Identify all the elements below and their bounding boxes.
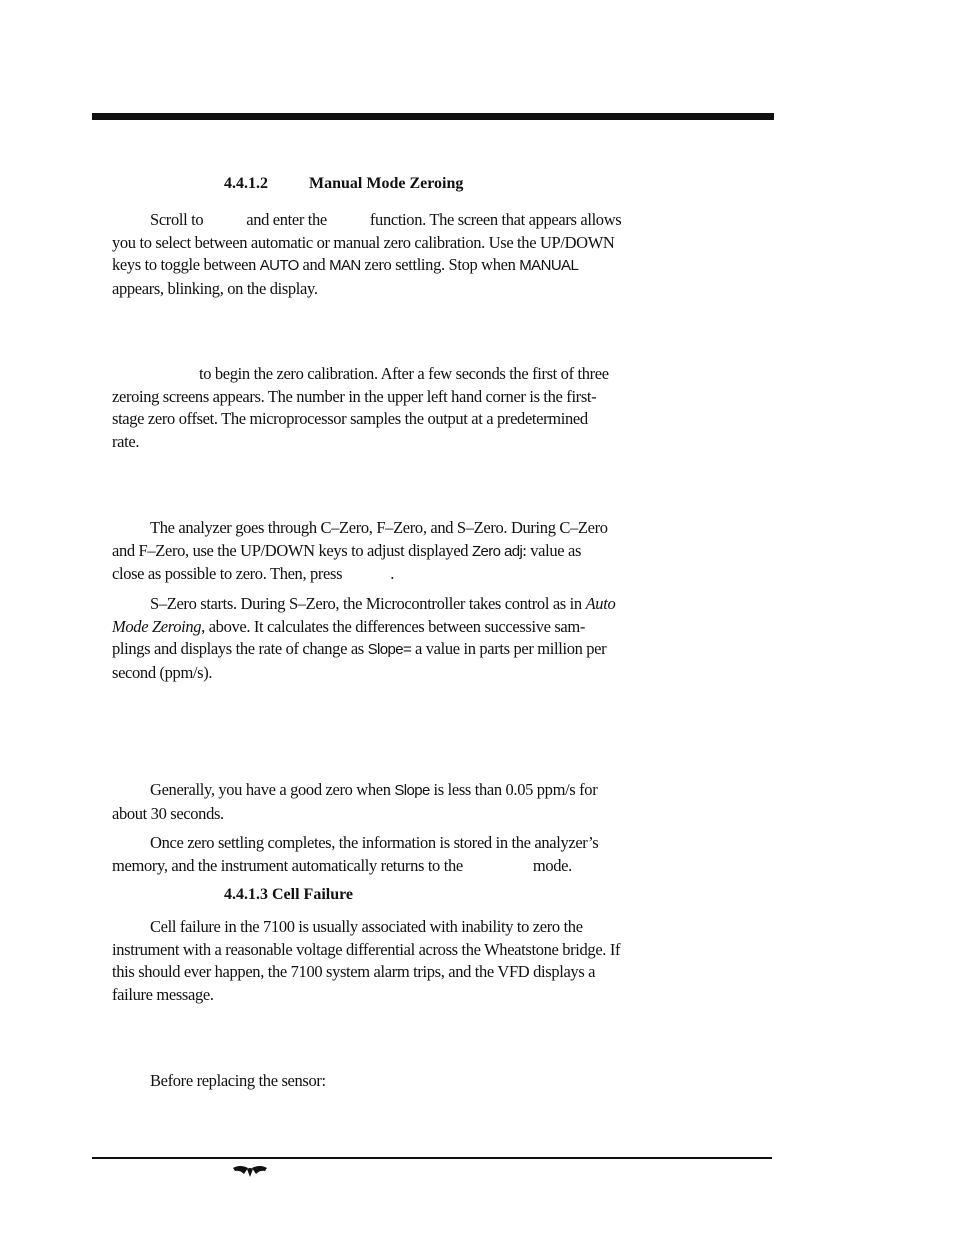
text-line: to begin the zero calibration. After a few seconds the first of three [199,364,609,383]
text: and F–Zero, use the UP/DOWN keys to adjust displayed [112,540,469,560]
text-line: about 30 seconds. [112,803,224,823]
text-italic: Mode Zeroing [112,616,202,636]
section-title: Manual Mode Zeroing [309,175,464,192]
text-line: instrument with a reasonable voltage differential across the Wheatstone bridge. If [112,939,621,959]
text-line: rate. [112,431,140,451]
section-heading-cell-failure [224,886,353,904]
text-line: appears, blinking, on the display. [112,278,318,298]
text: and [302,255,326,275]
display-text-zero-adj: Zero adj [471,542,523,560]
text-line: failure message. [112,984,214,1004]
text-line: The analyzer goes through C–Zero, F–Zero, and S–Zero. During C–Zero [150,518,608,537]
text: . [390,564,394,584]
paragraph-scroll-to [112,209,682,300]
text: function. The screen that appears allows [369,210,622,229]
text: memory, and the instrument automatically returns to the [112,855,463,875]
text-line: Cell failure in the 7100 is usually associated with inability to zero the [150,917,583,936]
display-text-slope: Slope= [367,641,412,659]
paragraph-c-f-zero [112,517,682,586]
text: Scroll to [150,210,204,229]
text-line: Once zero settling completes, the information is stored in the analyzer’s [150,833,599,852]
text: is less than 0.05 ppm/s for [433,780,598,799]
text: , above. It calculates the differences between successive sam- [201,616,586,636]
section-number: 4.4.1.3 [224,886,268,903]
paragraph-good-zero [112,779,682,825]
display-text-manual: MANUAL [519,257,579,275]
section-title: Cell Failure [272,886,354,903]
paragraph-begin-zero [112,363,682,453]
text-line: this should ever happen, the 7100 system alarm trips, and the VFD displays a [112,962,596,982]
section-number: 4.4.1.2 [224,175,268,192]
paragraph-settling-completes [112,832,682,877]
text-italic: Auto [585,594,616,613]
text-line: Before replacing the sensor: [150,1071,326,1090]
paragraph-s-zero [112,593,682,684]
text-line: you to select between automatic or manual zero calibration. Use the UP/DOWN [112,232,615,252]
text: zero settling. Stop when [364,255,516,275]
section-heading-manual-zero [224,175,463,193]
text: a value in parts per million per [414,639,607,659]
footer-rule [92,1157,772,1159]
paragraph-before-replacing [112,1070,682,1093]
display-text-man: MAN [329,257,361,275]
text: : value as [522,540,582,560]
text: keys to toggle between [112,255,256,275]
text: plings and displays the rate of change as [112,639,364,659]
text: and enter the [246,210,327,229]
display-text-auto: AUTO [259,257,299,275]
text-line: second (ppm/s). [112,662,213,682]
company-logo-icon [232,1162,268,1180]
text: close as possible to zero. Then, press [112,564,343,584]
text: mode. [532,855,572,875]
header-rule [92,113,774,120]
text-line: zeroing screens appears. The number in the upper left hand corner is the first- [112,386,597,406]
text-line: stage zero offset. The microprocessor samples the output at a predetermined [112,409,588,429]
text: Generally, you have a good zero when [150,780,391,799]
text: S–Zero starts. During S–Zero, the Microcontroller takes control as in [150,594,582,613]
display-text-slope: Slope [394,782,430,799]
paragraph-cell-failure [112,916,682,1006]
